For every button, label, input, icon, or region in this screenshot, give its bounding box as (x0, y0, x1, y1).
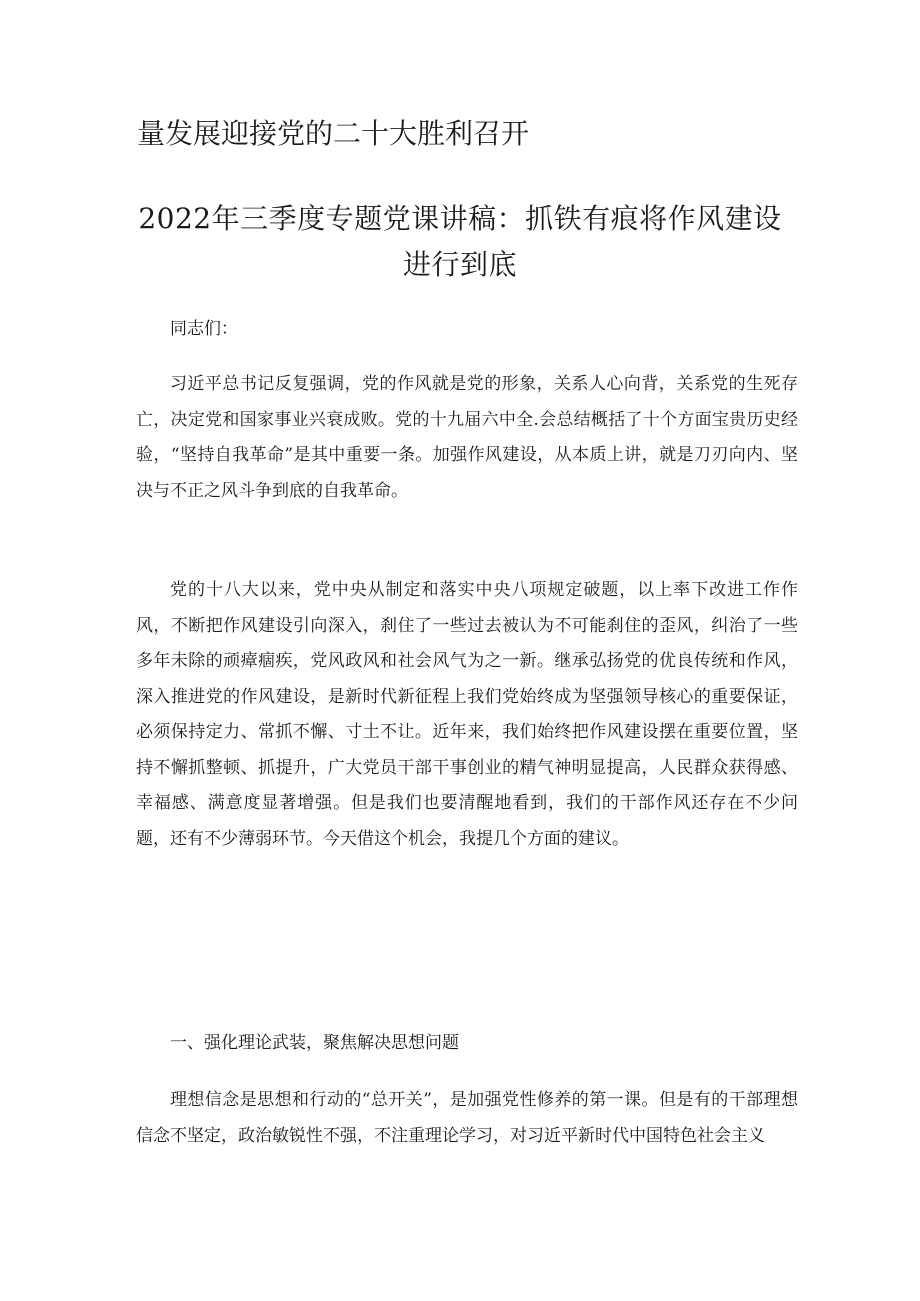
section-heading-1: 一、强化理论武装，聚焦解决思想问题 (170, 1033, 459, 1053)
paragraph-2: 党的十八大以来，党中央从制定和落实中央八项规定破题，以上率下改进工作作风，不断把作风建设引向深入，刹住了一些过去被认为不可能刹住的歪风，纠治了一些多年未除的顽瘴痼疾，党风政风和社会风气为之一新。继承弘扬党的优良传统和作风，深入推进党的作风建设，是新时代新征程上我们党始终成为坚强领导核心的重要保证，必须保持定力、常抓不懈、寸土不让。近年来，我们始终把作风建设摆在重要位置，坚持不懈抓整顿、抓提升，广大党员干部干事创业的精气神明显提高，人民群众获得感、幸福感、满意度显著增强。但是我们也要清醒地看到，我们的干部作风还存在不少问题，还有不少薄弱环节。今天借这个机会，我提几个方面的建议。 (136, 580, 798, 849)
title-line-2: 进行到底 (402, 248, 517, 281)
salutation: 同志们： (170, 319, 238, 339)
title-line-1: 2022年三季度专题党课讲稿：抓铁有痕将作风建设 (138, 202, 782, 235)
document-title (100, 196, 820, 288)
paragraph-3: 理想信念是思想和行动的“总开关”，是加强党性修养的第一课。但是有的干部理想信念不坚定，政治敏锐性不强，不注重理论学习，对习近平新时代中国特色社会主义 (136, 1090, 798, 1146)
continued-heading: 量发展迎接党的二十大胜利召开 (137, 117, 530, 150)
paragraph-1: 习近平总书记反复强调，党的作风就是党的形象，关系人心向背，关系党的生死存亡，决定党和国家事业兴衰成败。党的十九届六中全.会总结概括了十个方面宝贵历史经验，“坚持自我革命”是其中重要一条。加强作风建设，从本质上讲，就是刀刃向内、坚决与不正之风斗争到底的自我革命。 (136, 374, 798, 501)
